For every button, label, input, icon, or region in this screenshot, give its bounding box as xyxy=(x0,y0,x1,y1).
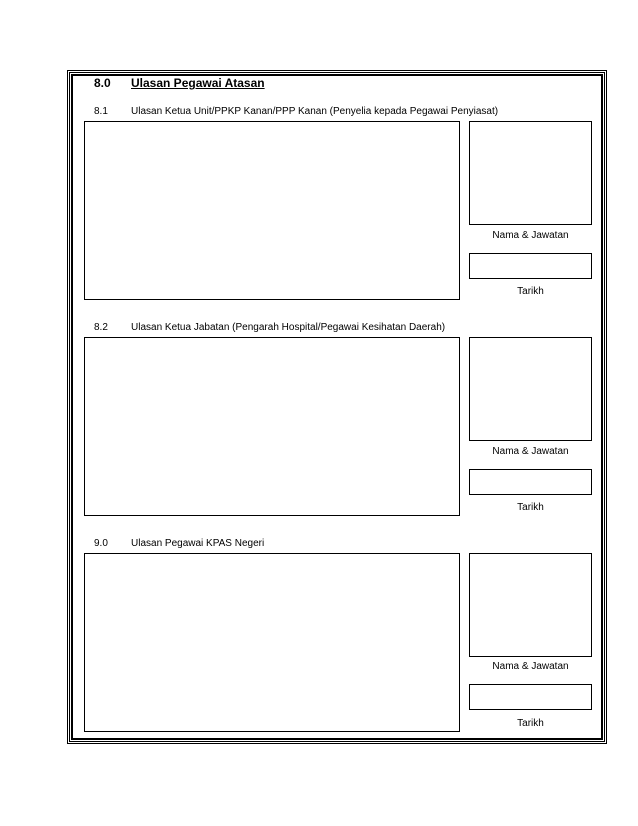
date-caption-8-1: Tarikh xyxy=(517,286,544,297)
section-8-1-label: Ulasan Ketua Unit/PPKP Kanan/PPP Kanan (Penyelia kepada Pegawai Penyiasat) xyxy=(131,106,499,117)
date-caption-9-0: Tarikh xyxy=(517,718,544,729)
name-position-caption-9-0: Nama & Jawatan xyxy=(492,661,569,672)
comment-box-8-2[interactable] xyxy=(84,337,460,516)
comment-box-8-1[interactable] xyxy=(84,121,460,300)
comment-box-9-0[interactable] xyxy=(84,553,460,732)
section-9-0-number: 9.0 xyxy=(94,538,108,549)
section-8-1-number: 8.1 xyxy=(94,106,108,117)
name-position-caption-8-2: Nama & Jawatan xyxy=(492,446,569,457)
name-position-caption-8-1: Nama & Jawatan xyxy=(492,230,569,241)
section-8-2-label: Ulasan Ketua Jabatan (Pengarah Hospital/Pegawai Kesihatan Daerah) xyxy=(131,322,446,333)
date-box-9-0[interactable] xyxy=(469,684,592,710)
section-9-0-label: Ulasan Pegawai KPAS Negeri xyxy=(131,538,265,549)
header-number: 8.0 xyxy=(94,76,111,90)
date-box-8-2[interactable] xyxy=(469,469,592,495)
section-8-2-number: 8.2 xyxy=(94,322,108,333)
name-position-box-8-1[interactable] xyxy=(469,121,592,225)
name-position-box-8-2[interactable] xyxy=(469,337,592,441)
name-position-box-9-0[interactable] xyxy=(469,553,592,657)
date-caption-8-2: Tarikh xyxy=(517,502,544,513)
header-title: Ulasan Pegawai Atasan xyxy=(131,76,265,90)
date-box-8-1[interactable] xyxy=(469,253,592,279)
